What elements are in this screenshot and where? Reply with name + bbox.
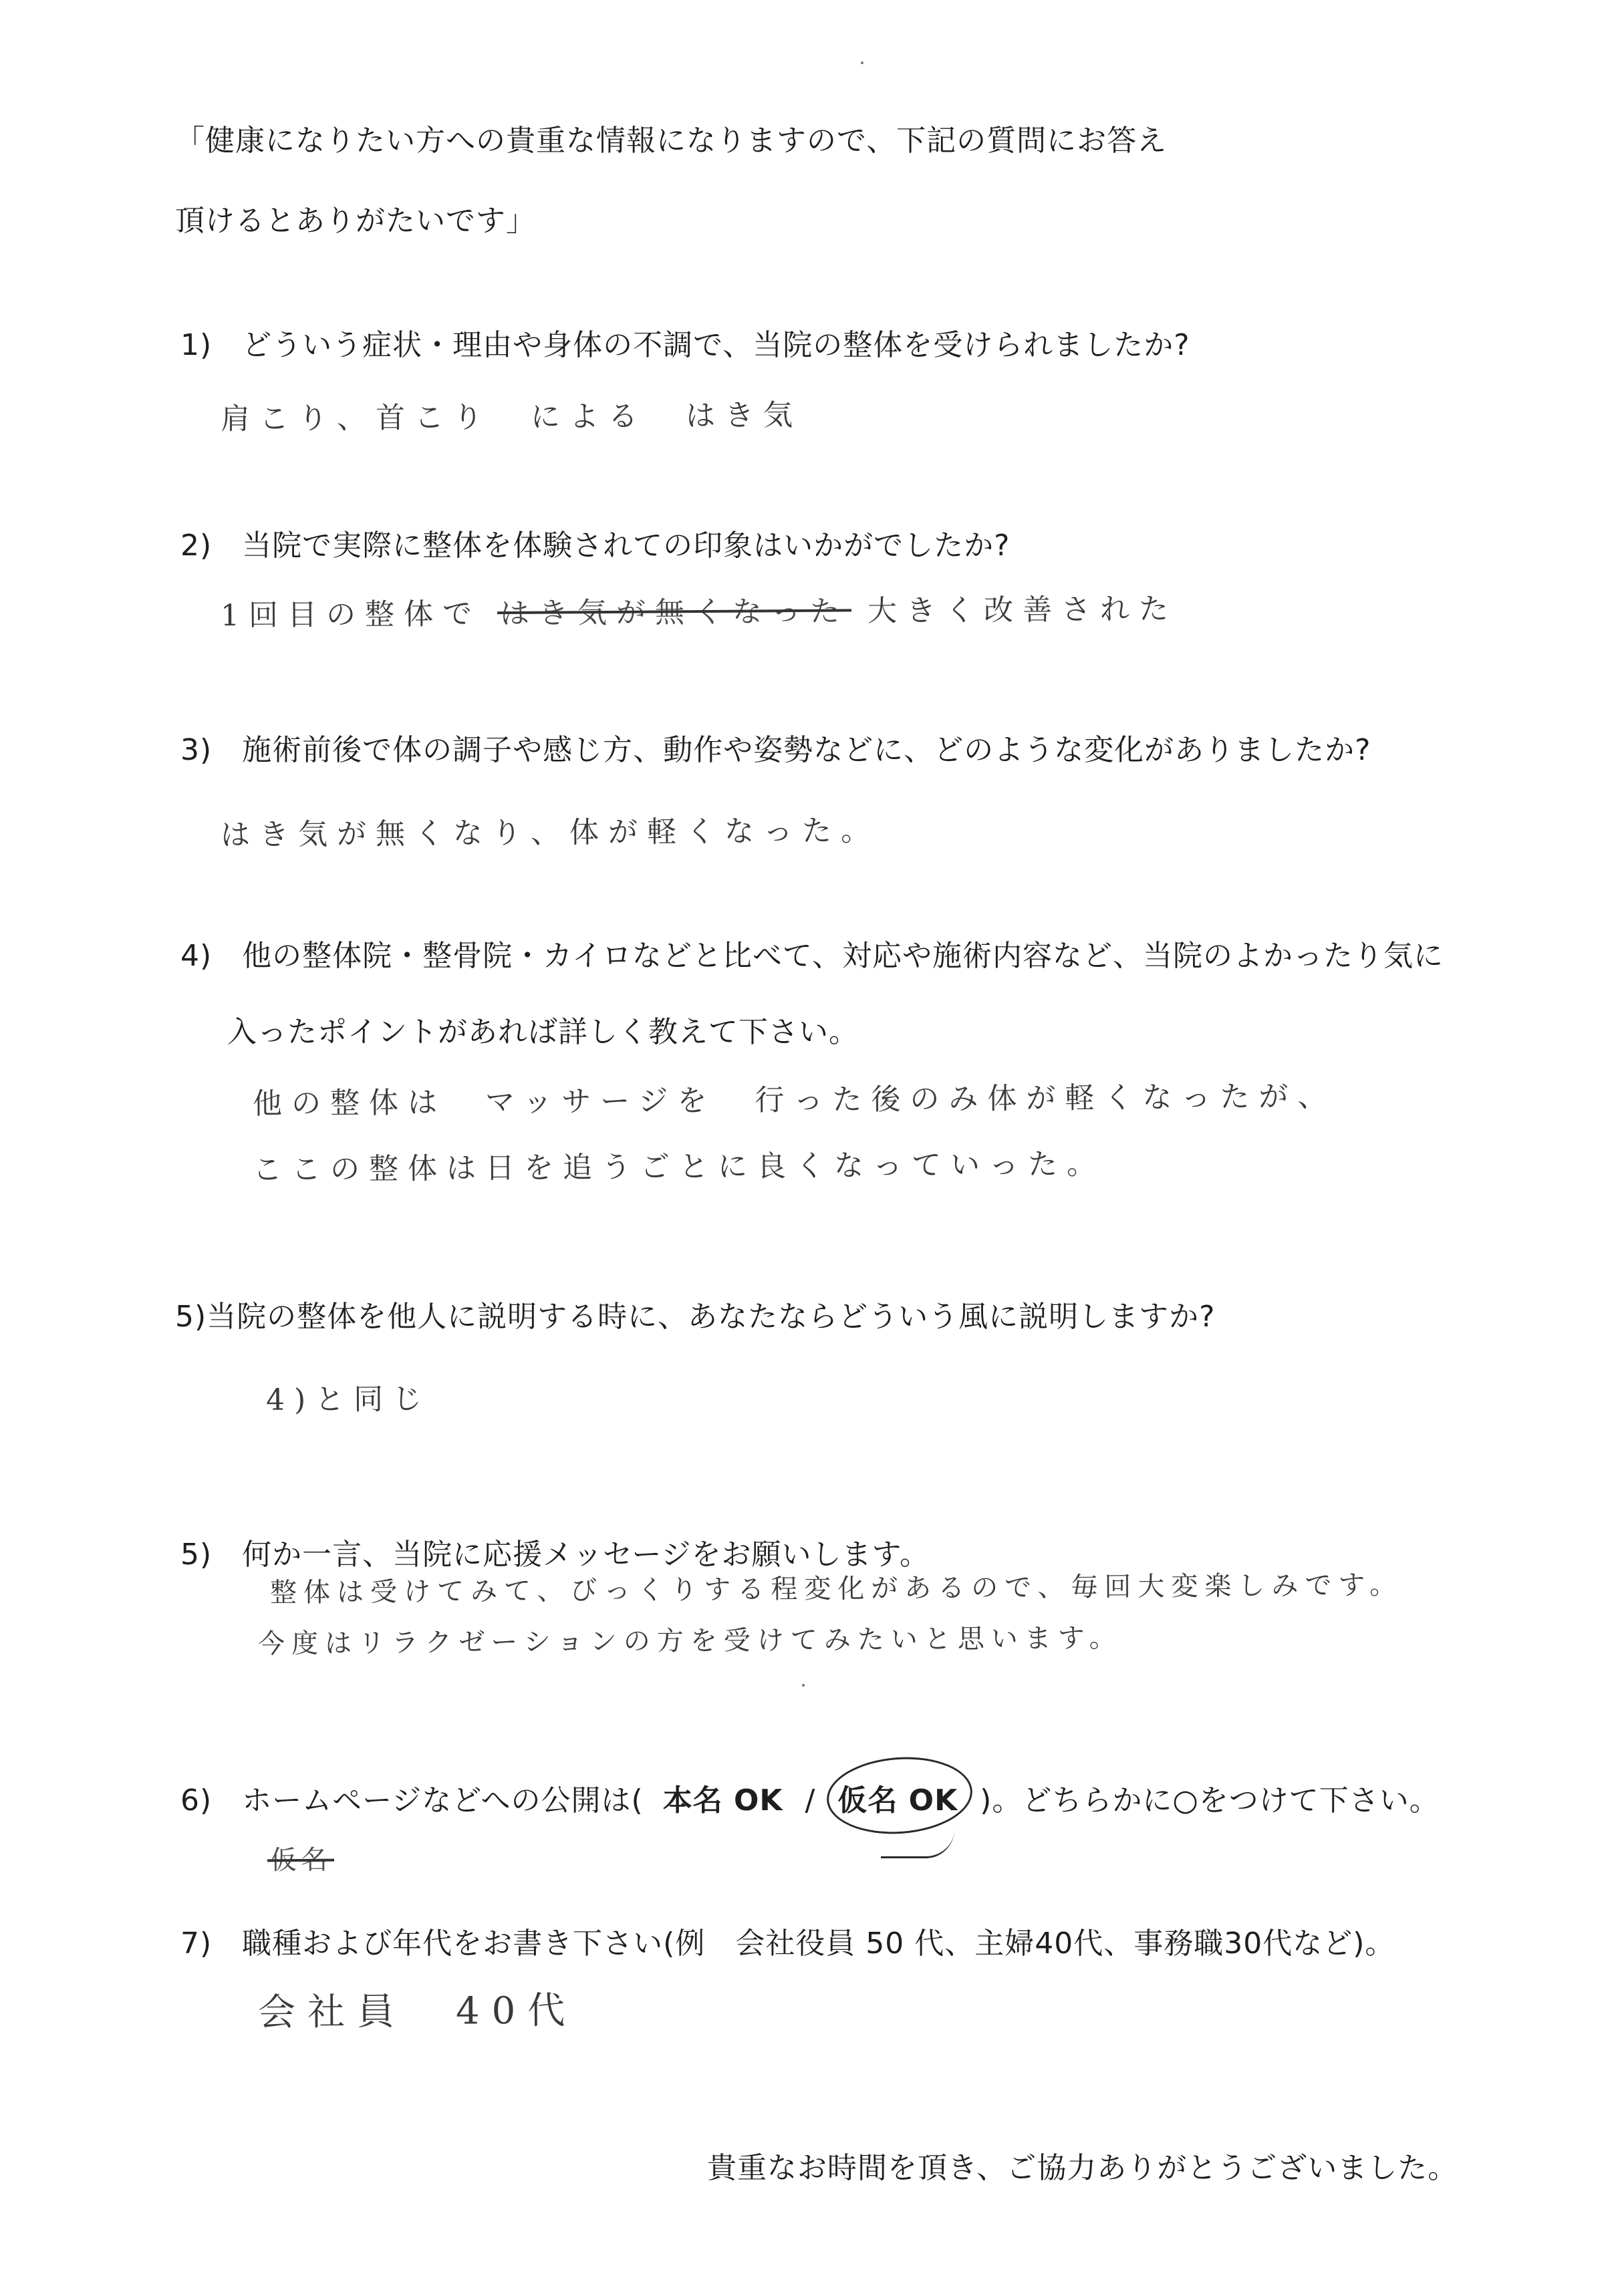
question-4-line-2: 入ったポイントがあれば詳しく教えて下さい。 xyxy=(227,1015,859,1049)
option-pseudonym-circled xyxy=(837,1776,958,1819)
question-6-prefix: 6) ホームページなどへの公開は( xyxy=(180,1783,644,1818)
question-4-line-1: 4) 他の整体院・整骨院・カイロなどと比べて、対応や施術内容など、当院のよかったり気に xyxy=(180,939,1444,973)
answer-5b-line-1: 整体は受けてみて、びっくりする程変化があるので、毎回大変楽しみです。 xyxy=(269,1570,1403,1608)
circle-arrow-mark xyxy=(881,1830,954,1858)
answer-6-struck-text: 仮名 xyxy=(270,1839,331,1878)
question-7: 7) 職種および年代をお書き下さい(例 会社役員 50 代、主婦40代、事務職30代など)。 xyxy=(180,1926,1395,1961)
question-6 xyxy=(180,1776,1440,1819)
header-line-1: 「健康になりたい方への貴重な情報になりますので、下記の質問にお答え xyxy=(175,124,1168,158)
answer-4-line-1: 他の整体は マッサージを 行った後のみ体が軽くなったが、 xyxy=(252,1079,1337,1121)
answer-5a: 4)と同じ xyxy=(265,1382,432,1417)
answer-2 xyxy=(221,585,1178,634)
option-real-name: 本名 OK xyxy=(662,1783,783,1818)
answer-2-struck-text: はき気が無くなった xyxy=(500,587,849,632)
question-3: 3) 施術前後で体の調子や感じ方、動作や姿勢などに、どのような変化がありましたか? xyxy=(180,733,1371,767)
header-line-2: 頂けるとありがたいです」 xyxy=(175,204,536,238)
option-separator: / xyxy=(805,1783,816,1818)
question-1: 1) どういう症状・理由や身体の不調で、当院の整体を受けられましたか? xyxy=(180,328,1190,362)
answer-2-start: 1回目の整体で xyxy=(220,597,482,633)
question-5b: 5) 何か一言、当院に応援メッセージをお願いします。 xyxy=(180,1538,930,1572)
answer-7: 会社員 40代 xyxy=(257,1989,577,2035)
question-6-suffix: )。どちらかに○をつけて下さい。 xyxy=(980,1783,1440,1818)
answer-6-struck xyxy=(270,1839,331,1878)
answer-4-line-2: ここの整体は日を追うごとに良くなっていった。 xyxy=(252,1147,1106,1187)
answer-2-end: 大きく改善された xyxy=(867,592,1178,629)
question-5a: 5)当院の整体を他人に説明する時に、あなたならどういう風に説明しますか? xyxy=(175,1300,1216,1334)
scan-speck xyxy=(802,1684,805,1687)
answer-1: 肩こり、首こり による はき気 xyxy=(220,398,803,437)
question-2: 2) 当院で実際に整体を体験されての印象はいかがでしたか? xyxy=(180,529,1011,563)
option-pseudonym: 仮名 OK xyxy=(837,1783,958,1818)
answer-3: はき気が無くなり、体が軽くなった。 xyxy=(220,813,880,853)
footer-thanks: 貴重なお時間を頂き、ご協力ありがとうございました。 xyxy=(707,2151,1458,2185)
answer-5b-line-2: 今度はリラクゼーションの方を受けてみたいと思います。 xyxy=(257,1622,1123,1660)
scan-speck xyxy=(861,61,863,64)
